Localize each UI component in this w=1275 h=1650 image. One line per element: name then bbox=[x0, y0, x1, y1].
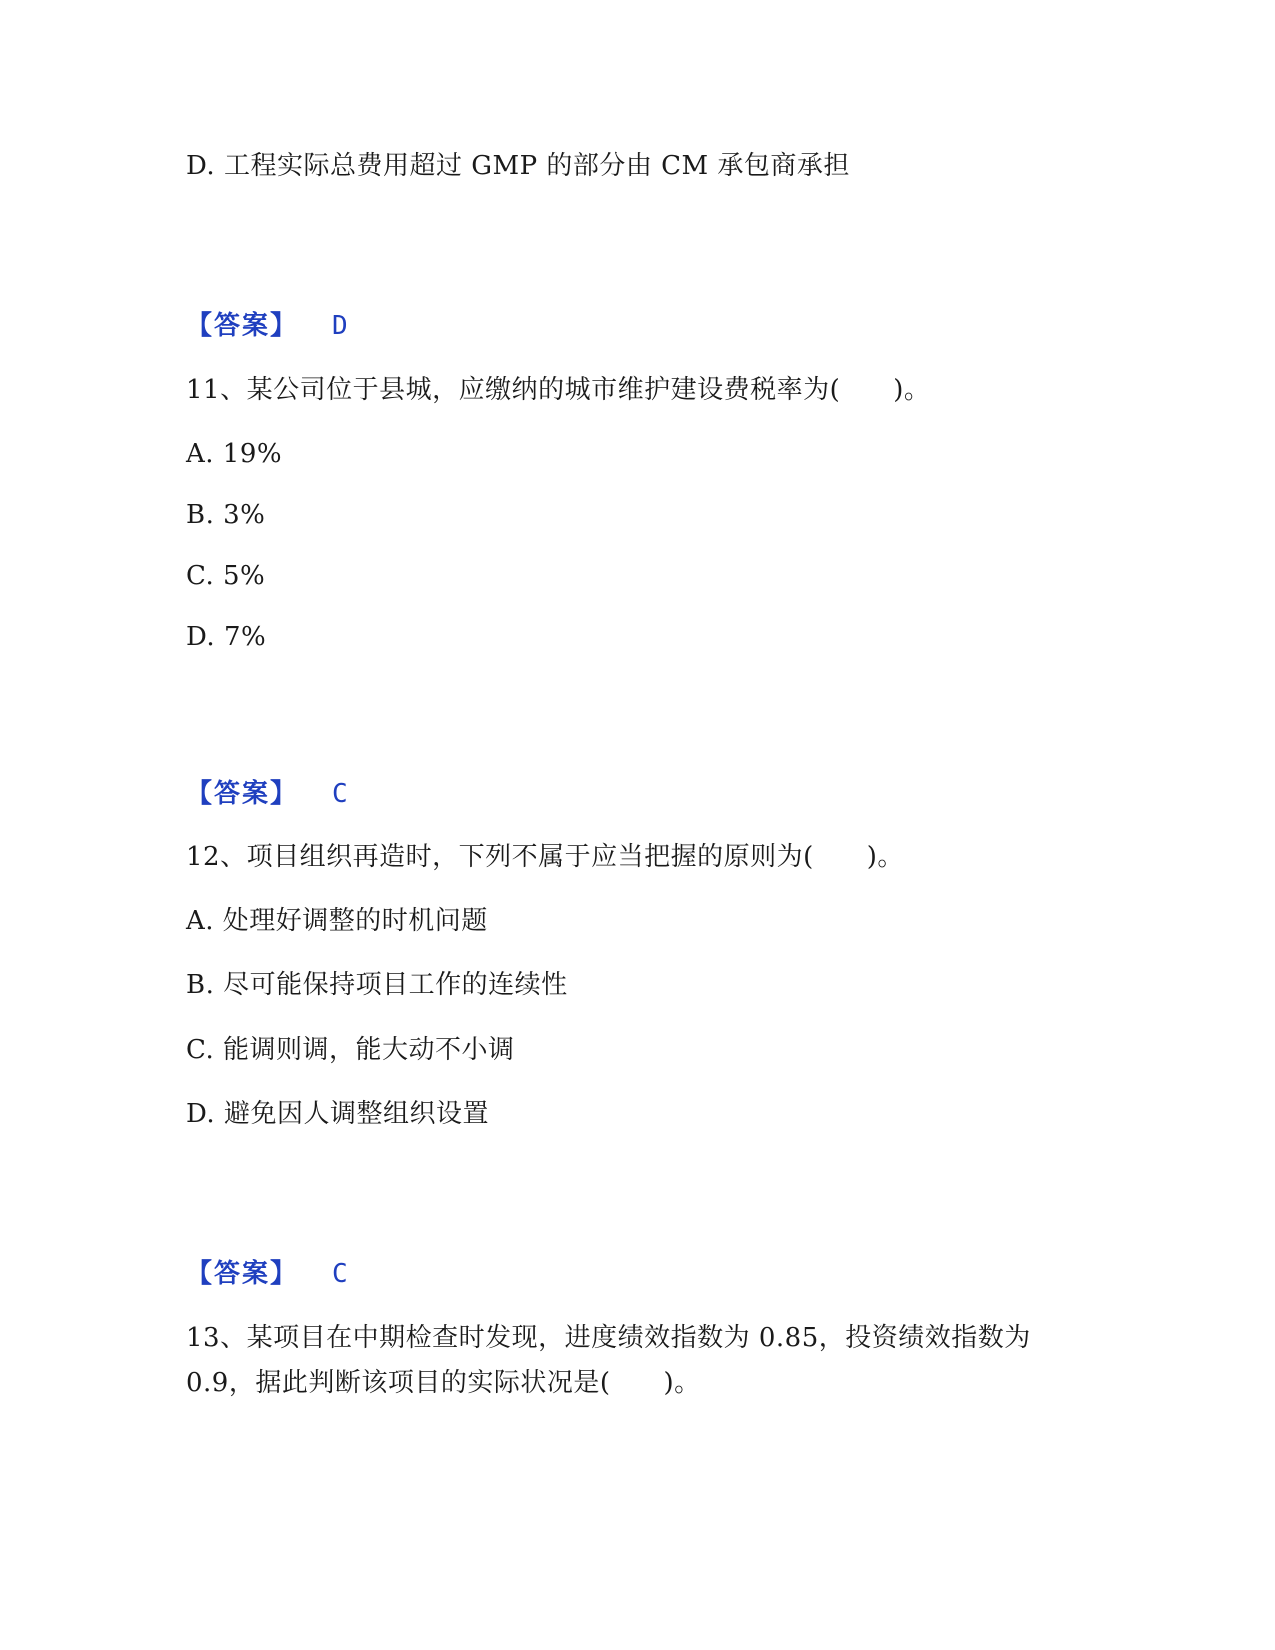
question-13-stem-line-2: 0.9，据此判断该项目的实际状况是( )。 bbox=[186, 1368, 701, 1398]
answer-label: 【答案】 bbox=[186, 311, 299, 341]
question-10-option-d: D. 工程实际总费用超过 GMP 的部分由 CM 承包商承担 bbox=[186, 151, 850, 181]
answer-value: C bbox=[332, 1259, 349, 1289]
question-11-option-b: B. 3% bbox=[186, 500, 266, 530]
question-12-option-b: B. 尽可能保持项目工作的连续性 bbox=[186, 970, 568, 1000]
question-12-option-c: C. 能调则调，能大动不小调 bbox=[186, 1035, 515, 1065]
question-12-stem: 12、项目组织再造时，下列不属于应当把握的原则为( )。 bbox=[186, 842, 904, 872]
question-11-answer bbox=[186, 776, 348, 812]
question-12-option-d: D. 避免因人调整组织设置 bbox=[186, 1099, 489, 1129]
answer-label: 【答案】 bbox=[186, 1259, 299, 1289]
question-12-option-a: A. 处理好调整的时机问题 bbox=[186, 906, 488, 936]
question-10-answer bbox=[186, 308, 348, 344]
question-11-option-c: C. 5% bbox=[186, 561, 266, 591]
question-13-stem-line-1: 13、某项目在中期检查时发现，进度绩效指数为 0.85，投资绩效指数为 bbox=[186, 1323, 1031, 1353]
question-11-stem: 11、某公司位于县城，应缴纳的城市维护建设费税率为( )。 bbox=[186, 375, 931, 405]
answer-value: C bbox=[332, 779, 349, 809]
answer-label: 【答案】 bbox=[186, 779, 299, 809]
question-11-option-a: A. 19% bbox=[186, 439, 283, 469]
question-11-option-d: D. 7% bbox=[186, 622, 267, 652]
answer-value: D bbox=[332, 311, 349, 341]
question-12-answer bbox=[186, 1256, 348, 1292]
